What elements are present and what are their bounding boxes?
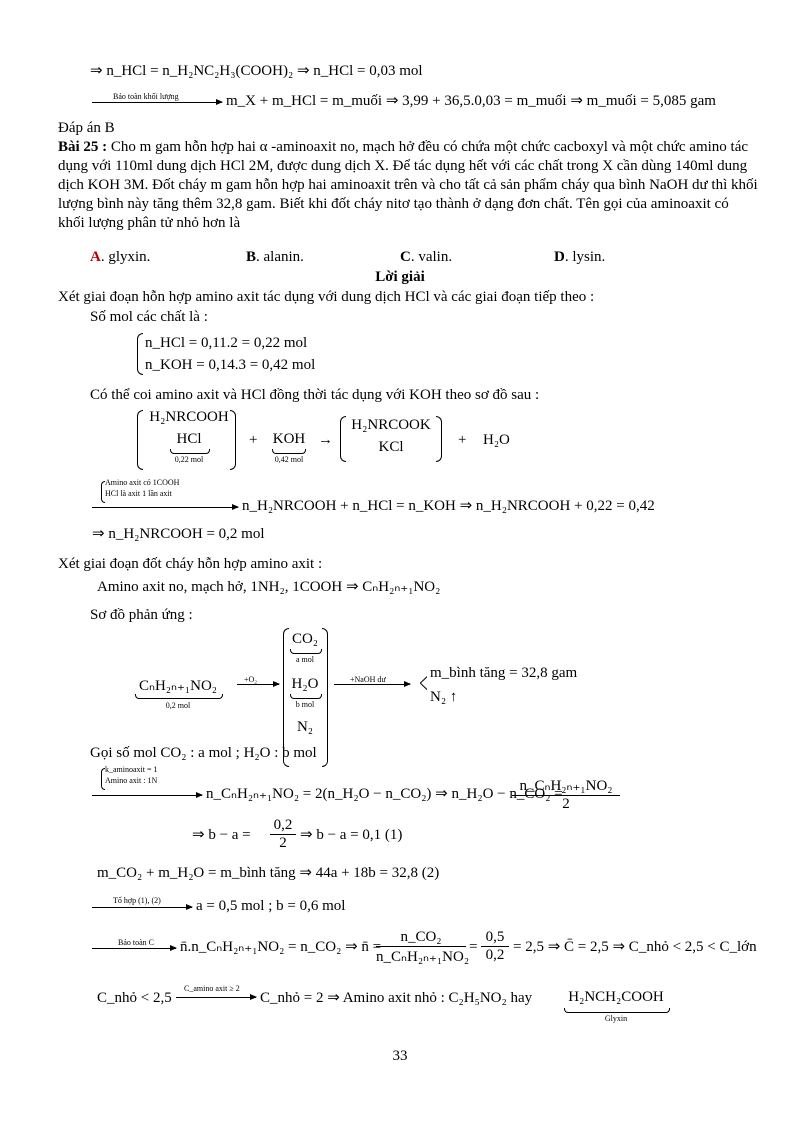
underbrace [170,449,210,454]
scheme-arrow: → [318,432,333,448]
eq-4-fraction [270,817,296,852]
arrow [92,102,222,103]
top-line-1: ⇒ n_HCl = n_H₂NC₂H₃(COOH)₂ ⇒ n_HCl = 0,03 mol [90,63,423,79]
scheme-reactant-2: HCl [176,431,202,447]
diagram-co2: CO₂ [291,631,319,647]
underbrace [564,1008,670,1013]
eq-7-fraction-2 [481,929,509,964]
diagram-reactant: CₙH₂ₙ₊₁NO₂ [138,678,218,694]
eq-7-fraction-1 [376,929,470,966]
option-b: B. alanin. [246,249,304,265]
eq-8b: C_nhỏ = 2 ⇒ Amino axit nhỏ : C₂H₅NO₂ hay [260,990,533,1006]
scheme-plus: + [249,432,258,448]
underbrace [290,694,322,699]
scheme-reactant-1: H₂NRCOOH [149,409,229,425]
problem-label: Bài 25 : [58,139,108,155]
scheme-product-2: KCl [378,439,404,455]
eq-7b: = 2,5 ⇒ C̄ = 2,5 ⇒ C_nhỏ < 2,5 < C_lớn [513,939,757,955]
underbrace [290,649,322,654]
glycine-name: Glyxin [604,1014,628,1023]
burn-intro: Xét giai đoạn đốt cháy hỗn hợp amino axit : [58,556,323,572]
eq-2: ⇒ n_H₂NRCOOH = 0,2 mol [92,526,265,542]
arrow [92,907,192,908]
arrow [237,684,279,685]
eq-5: m_CO₂ + m_H₂O = m_bình tăng ⇒ 44a + 18b = 32,8 (2) [97,865,440,881]
condition-1b: HCl là axit 1 lần axit [105,489,172,498]
eq-7-numerator-2: 0,5 [481,929,509,947]
problem-body: Cho m gam hỗn hợp hai α -aminoaxit no, mạch hở đều có chứa một chức cacboxyl và một chức amino tác dụng với 110ml dung dịch HCl 2M, được dung dịch X. Để tác dụng hết với các chất trong X cần dùng 140ml dung dịch KOH 3M. Đốt cháy m gam hỗn hợp hai aminoaxit trên và cho tất cả sản phẩm cháy qua bình NaOH dư thì khối lượng bình này tăng thêm 32,8 gam. Biết khi đốt cháy nitơ tạo thành ở dạng đơn chất. Tên gọi của aminoaxit có khối lượng phân tử nhỏ hơn là [58,139,758,231]
scheme-koh: KOH [272,431,306,447]
carbon-conservation-label: Bảo toàn C [118,938,154,947]
diagram-n2: N₂ [296,719,314,735]
n-hcl-line: n_HCl = 0,11.2 = 0,22 mol [145,335,308,351]
arrow [334,684,410,685]
solution-heading: Lời giải [375,269,425,285]
formula-line: Amino axit no, mạch hở, 1NH₂, 1COOH ⇒ CₙH₂ₙ₊₁NO₂ [97,579,441,595]
diagram-h2o-mol: b mol [295,700,315,709]
glycine-formula: H₂NCH₂COOH [568,989,664,1005]
diagram-output-2: N₂ ↑ [430,689,458,705]
solution-intro: Xét giai đoạn hỗn hợp amino axit tác dụng với dung dịch HCl và các giai đoạn tiếp theo : [58,289,595,305]
top-line-2: m_X + m_HCl = m_muối ⇒ 3,99 + 36,5.0,03 = m_muối ⇒ m_muối = 5,085 gam [226,93,716,109]
scheme-label: Có thể coi amino axit và HCl đồng thời tác dụng với KOH theo sơ đồ sau : [90,387,540,403]
eq-3-denominator: 2 [562,796,570,812]
eq-6: a = 0,5 mol ; b = 0,6 mol [196,898,346,914]
scheme-plus-2: + [458,432,467,448]
combine-label: Tổ hợp (1), (2) [113,896,161,905]
n-koh-line: n_KOH = 0,14.3 = 0,42 mol [145,357,316,373]
diagram-output-1: m_bình tăng = 32,8 gam [430,665,578,681]
angle-bracket: < [419,667,428,700]
arrow [92,507,238,508]
diagram-h2o: H₂O [291,676,319,692]
underbrace [135,694,223,699]
option-c: C. valin. [400,249,453,265]
eq-4b: ⇒ b − a = 0,1 (1) [300,827,403,843]
scheme-h2o: H₂O [483,432,510,448]
eq-3-fraction [512,776,620,813]
problem-text [58,138,758,233]
arrow-label-mass-conservation: Bảo toàn khối lượng [113,92,179,101]
eq-1: n_H₂NRCOOH + n_HCl = n_KOH ⇒ n_H₂NRCOOH + 0,22 = 0,42 [242,498,655,514]
scheme-product-1: H₂NRCOOK [351,417,431,433]
diagram-naoh-label: +NaOH dư [350,675,386,684]
eq-8-label: C_amino axit ≥ 2 [184,984,240,993]
scheme-reactant-2-mol: 0,22 mol [174,455,204,464]
answer-line: Đáp án B [58,120,115,136]
scheme-product-right-brace [436,416,442,462]
eq-7-denominator-2: 0,2 [485,947,505,963]
condition-2a: k_aminoaxit = 1 [105,765,158,774]
eq-7a: n̄.n_CₙH₂ₙ₊₁NO₂ = n_CO₂ ⇒ n̄ = [180,939,382,955]
option-d: D. lysin. [554,249,606,265]
eq-7-denominator-1: n_CₙH₂ₙ₊₁NO₂ [376,949,470,965]
diagram-reactant-mol: 0,2 mol [165,701,191,710]
eq-7-equals: = [469,939,478,955]
page-number: 33 [392,1048,408,1064]
arrow [92,948,176,949]
underbrace [272,449,306,454]
eq-4-numerator: 0,2 [270,817,296,835]
system-brace [137,333,143,375]
diagram-co2-mol: a mol [296,655,314,664]
diagram-o2-label: +O₂ [244,675,258,684]
eq-3: n_CₙH₂ₙ₊₁NO₂ = 2(n_H₂O − n_CO₂) ⇒ n_H₂O − n_CO₂ = [206,786,563,802]
condition-2b: Amino axit : 1N [105,776,158,785]
condition-1a: Amino axit có 1COOH [105,478,180,487]
scheme-right-brace [230,410,236,470]
let-line: Gọi số mol CO₂ : a mol ; H₂O : b mol [90,745,317,761]
diagram-label: Sơ đồ phản ứng : [90,607,193,623]
scheme-koh-mol: 0,42 mol [274,455,304,464]
eq-4a: ⇒ b − a = [192,827,251,843]
arrow [92,795,202,796]
diagram-right-bracket [322,628,328,767]
arrow [176,997,256,998]
eq-7-numerator-1: n_CO₂ [376,929,466,947]
option-a: A. glyxin. [90,249,151,265]
mol-label: Số mol các chất là : [90,309,208,325]
eq-8a: C_nhỏ < 2,5 [97,990,172,1006]
eq-4-denominator: 2 [279,835,287,851]
eq-3-numerator: n_CₙH₂ₙ₊₁NO₂ [512,776,620,796]
